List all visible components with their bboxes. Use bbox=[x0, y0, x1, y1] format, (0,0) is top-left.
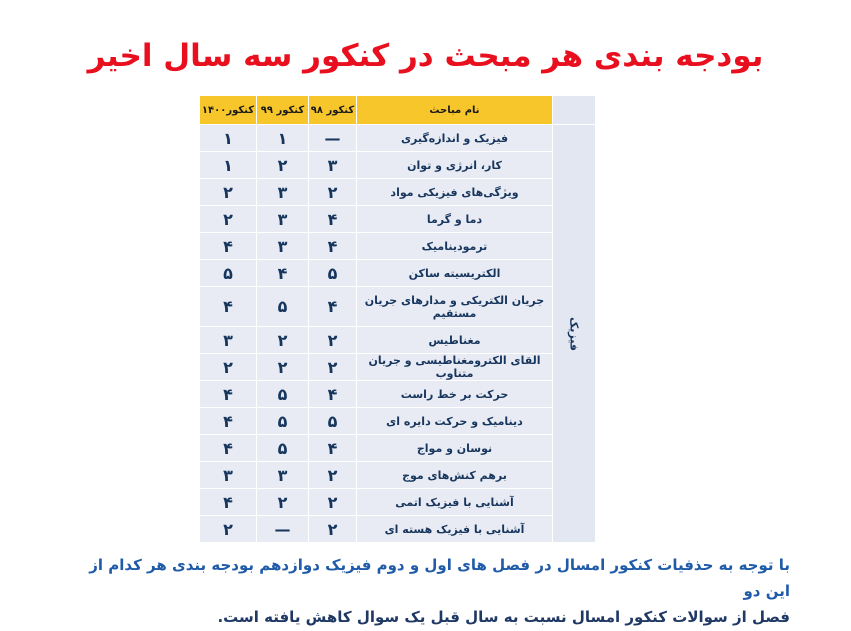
budget-table-container bbox=[199, 96, 594, 543]
konkur-99-cell: ۵ bbox=[257, 381, 309, 408]
konkur-1400-cell: ۴ bbox=[200, 381, 257, 408]
konkur-99-cell: ۱ bbox=[257, 125, 309, 152]
topic-cell: فیزیک و اندازه‌گیری bbox=[357, 125, 553, 152]
konkur-99-cell: ۳ bbox=[257, 179, 309, 206]
konkur-98-cell: ۲ bbox=[309, 179, 357, 206]
konkur-99-cell: ۳ bbox=[257, 233, 309, 260]
konkur-1400-cell: ۴ bbox=[200, 408, 257, 435]
konkur-1400-cell: ۴ bbox=[200, 233, 257, 260]
konkur-98-cell: ۵ bbox=[309, 260, 357, 287]
header-topic: نام مباحث bbox=[357, 96, 553, 125]
note-line-1: با توجه به حذفیات کنکور امسال در فصل های اول و دوم فیزیک دوازدهم بودجه بندی هر کدام از این دو bbox=[89, 556, 790, 600]
konkur-1400-cell: ۵ bbox=[200, 260, 257, 287]
table-body bbox=[200, 125, 595, 543]
table-row bbox=[200, 152, 595, 179]
topic-cell: القای الکترومغناطیسی و جریان متناوب bbox=[357, 354, 553, 381]
table-row bbox=[200, 179, 595, 206]
konkur-1400-cell: ۲ bbox=[200, 354, 257, 381]
konkur-1400-cell: ۱ bbox=[200, 125, 257, 152]
table-row bbox=[200, 381, 595, 408]
konkur-98-cell: ۲ bbox=[309, 354, 357, 381]
topic-cell: ترمودینامیک bbox=[357, 233, 553, 260]
note-line-2: فصل از سوالات کنکور امسال نسبت به سال قبل یک سوال کاهش یافته است. bbox=[217, 608, 790, 626]
topic-cell: حرکت بر خط راست bbox=[357, 381, 553, 408]
konkur-98-cell: ۳ bbox=[309, 152, 357, 179]
page-title: بودجه بندی هر مبحث در کنکور سه سال اخیر bbox=[87, 38, 764, 74]
konkur-99-cell: ۲ bbox=[257, 354, 309, 381]
topic-cell: آشنایی با فیزیک هسته ای bbox=[357, 516, 553, 543]
table-row bbox=[200, 462, 595, 489]
header-konkur-98: کنکور ۹۸ bbox=[309, 96, 357, 125]
konkur-98-cell: ۵ bbox=[309, 408, 357, 435]
konkur-98-cell: — bbox=[309, 125, 357, 152]
table-row bbox=[200, 125, 595, 152]
table-row bbox=[200, 327, 595, 354]
header-konkur-99: کنکور ۹۹ bbox=[257, 96, 309, 125]
konkur-99-cell: ۳ bbox=[257, 206, 309, 233]
konkur-98-cell: ۲ bbox=[309, 462, 357, 489]
konkur-99-cell: ۵ bbox=[257, 287, 309, 327]
konkur-99-cell: ۵ bbox=[257, 435, 309, 462]
table-row bbox=[200, 408, 595, 435]
topic-cell: ویژگی‌های فیزیکی مواد bbox=[357, 179, 553, 206]
konkur-99-cell: ۴ bbox=[257, 260, 309, 287]
konkur-99-cell: ۲ bbox=[257, 327, 309, 354]
konkur-99-cell: ۲ bbox=[257, 152, 309, 179]
header-konkur-1400: کنکور۱۴۰۰ bbox=[200, 96, 257, 125]
konkur-99-cell: ۳ bbox=[257, 462, 309, 489]
topic-cell: جریان الکتریکی و مدارهای جریان مستقیم bbox=[357, 287, 553, 327]
table-row bbox=[200, 516, 595, 543]
topic-cell: آشنایی با فیزیک اتمی bbox=[357, 489, 553, 516]
konkur-98-cell: ۴ bbox=[309, 287, 357, 327]
topic-cell: دینامیک و حرکت دایره ای bbox=[357, 408, 553, 435]
table-row bbox=[200, 260, 595, 287]
table-header-row bbox=[200, 96, 595, 125]
konkur-99-cell: ۲ bbox=[257, 489, 309, 516]
konkur-1400-cell: ۲ bbox=[200, 206, 257, 233]
konkur-98-cell: ۴ bbox=[309, 233, 357, 260]
table-row bbox=[200, 287, 595, 327]
konkur-1400-cell: ۴ bbox=[200, 287, 257, 327]
konkur-99-cell: ۵ bbox=[257, 408, 309, 435]
explanatory-note bbox=[70, 552, 790, 630]
table-row bbox=[200, 233, 595, 260]
konkur-98-cell: ۴ bbox=[309, 206, 357, 233]
topic-cell: کار، انرژی و توان bbox=[357, 152, 553, 179]
konkur-1400-cell: ۲ bbox=[200, 179, 257, 206]
konkur-1400-cell: ۳ bbox=[200, 327, 257, 354]
topic-cell: نوسان و مواج bbox=[357, 435, 553, 462]
konkur-1400-cell: ۲ bbox=[200, 516, 257, 543]
table-row bbox=[200, 435, 595, 462]
konkur-1400-cell: ۴ bbox=[200, 435, 257, 462]
konkur-98-cell: ۲ bbox=[309, 327, 357, 354]
group-label-cell: فیزیک bbox=[553, 125, 595, 543]
topic-cell: دما و گرما bbox=[357, 206, 553, 233]
table-row bbox=[200, 489, 595, 516]
konkur-99-cell: — bbox=[257, 516, 309, 543]
topic-cell: مغناطیس bbox=[357, 327, 553, 354]
topic-cell: الکتریسیته ساکن bbox=[357, 260, 553, 287]
budget-table bbox=[199, 96, 595, 543]
table-row bbox=[200, 206, 595, 233]
konkur-98-cell: ۲ bbox=[309, 489, 357, 516]
konkur-98-cell: ۴ bbox=[309, 435, 357, 462]
konkur-98-cell: ۲ bbox=[309, 516, 357, 543]
konkur-1400-cell: ۳ bbox=[200, 462, 257, 489]
konkur-1400-cell: ۴ bbox=[200, 489, 257, 516]
header-group-cell bbox=[553, 96, 595, 125]
topic-cell: برهم کنش‌های موج bbox=[357, 462, 553, 489]
konkur-1400-cell: ۱ bbox=[200, 152, 257, 179]
table-row bbox=[200, 354, 595, 381]
konkur-98-cell: ۴ bbox=[309, 381, 357, 408]
